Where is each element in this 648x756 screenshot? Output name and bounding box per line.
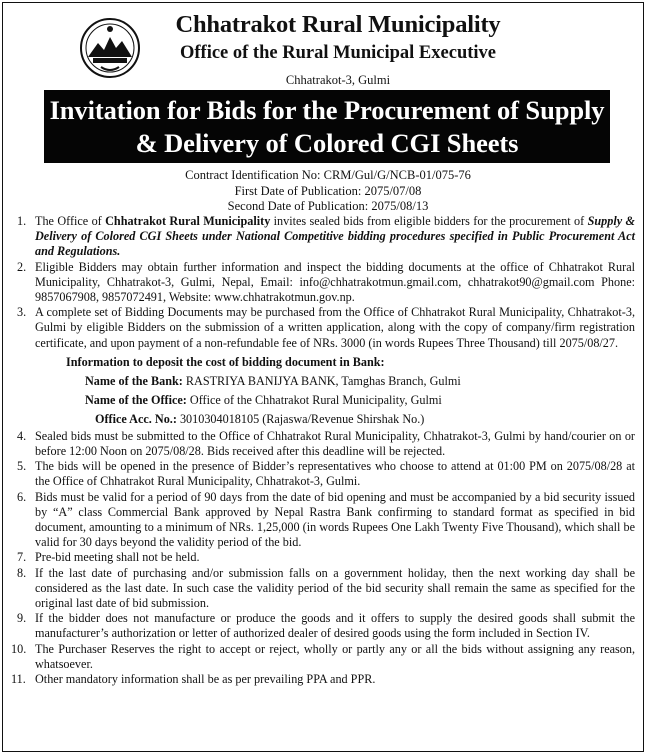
org-name-bold: Chhatrakot Rural Municipality xyxy=(105,214,271,228)
office-name-row: Name of the Office: Office of the Chhatrakot Rural Municipality, Gulmi xyxy=(85,392,442,407)
notice-title-banner xyxy=(44,90,610,163)
list-item: 11. Other mandatory information shall be as per prevailing PPA and PPR. xyxy=(11,672,376,687)
second-publication-date: Second Date of Publication: 2075/08/13 xyxy=(227,199,429,213)
list-item: 2. Eligible Bidders may obtain further information and inspect the bidding documents at the office of Chhatrakot Rural Municipality, Chhatrakot-3, Gulmi, Nepal, Email: info@chhatrakotmun.gmail.com, chhatrakot90@gmail.com Phone: 9857067908, 9857072491, Website: www.chhatrakotmun.gov.np. xyxy=(17,259,635,305)
contract-id: Contract Identification No: CRM/Gul/G/NCB-01/075-76 xyxy=(185,168,471,182)
list-item: 6. Bids must be valid for a period of 90 days from the date of bid opening and must be accompanied by a bid security issued by “A” class Commercial Bank approved by Nepal Rastra Bank confirming to standard format as specified in bid document, amounting to a minimum of NRs. 1,25,000 (in words Rupees One Lakh Twenty Five Thousand), which shall be valid for 30 days beyond the validity period of the bid. xyxy=(17,489,635,550)
list-item: 7. Pre-bid meeting shall not be held. xyxy=(17,550,200,565)
bank-info-heading: Information to deposit the cost of bidding document in Bank: xyxy=(66,354,385,369)
list-item: 5. The bids will be opened in the presence of Bidder’s representatives who choose to attend at 01:00 PM on 2075/08/28 at the Office of Chhatrakot Rural Municipality, Chhatrakot-3, Gulmi. xyxy=(17,459,635,489)
list-item: 3. A complete set of Bidding Documents may be purchased from the Office of Chhatrakot Rural Municipality, Chhatrakot-3, Gulmi by eligible Bidders on the submission of a written application, along with the copy of company/firm registration certificate, and upon payment of a non-refundable fee of NRs. 3000 (in words Rupees Three Thousand) till 2075/08/27. xyxy=(17,305,635,350)
bid-notice xyxy=(2,2,644,752)
municipality-emblem-icon xyxy=(79,17,141,79)
notice-title-line-1: Invitation for Bids for the Procurement of Supply xyxy=(49,95,605,125)
office-name: Office of the Rural Municipal Executive xyxy=(180,43,496,63)
bank-deposit-info xyxy=(3,351,645,429)
list-item: 9. If the bidder does not manufacture or produce the goods and it offers to supply the desired goods shall submit the manufacturer’s authorization or letter of authorized dealer of desired goods using the form included in Section IV. xyxy=(17,611,635,641)
office-address: Chhatrakot-3, Gulmi xyxy=(285,73,391,87)
account-number-row: Office Acc. No.: 3010304018105 (Rajaswa/Revenue Shirshak No.) xyxy=(95,411,425,426)
list-item: 4. Sealed bids must be submitted to the Office of Chhatrakot Rural Municipality, Chhatrakot-3, Gulmi by hand/courier on or before 12:00 Noon on 2075/08/28. Bids received after this deadline will be rejected. xyxy=(17,428,635,459)
list-item: 8. If the last date of purchasing and/or submission falls on a government holiday, then the next working day shall be considered as the last date. In such case the validity period of the bid security shall remain the same as specified for the original last date of bid submission. xyxy=(17,565,635,611)
organization-name: Chhatrakot Rural Municipality xyxy=(175,11,501,38)
first-publication-date: First Date of Publication: 2075/07/08 xyxy=(234,183,422,198)
bank-name-row: Name of the Bank: RASTRIYA BANIJYA BANK, Tamghas Branch, Gulmi xyxy=(85,373,461,388)
procurement-scope: Supply & Delivery of Colored CGI Sheets under National Competitive bidding procedures specified in Public Procurement Act and Regulations. xyxy=(35,214,635,259)
list-item: 10. The Purchaser Reserves the right to accept or reject, wholly or partly any or all the bids without assigning any reason, whatsoever. xyxy=(11,641,635,671)
publication-info xyxy=(103,168,553,215)
bid-terms-list xyxy=(3,214,645,687)
notice-title-line-2: & Delivery of Colored CGI Sheets xyxy=(135,128,519,158)
list-item: 1. The Office of Chhatrakot Rural Municipality invites sealed bids from eligible bidders for the procurement of Supply & Delivery of Colored CGI Sheets under National Competitive bidding procedures specified in Public Procurement Act and Regulations. xyxy=(17,214,635,259)
